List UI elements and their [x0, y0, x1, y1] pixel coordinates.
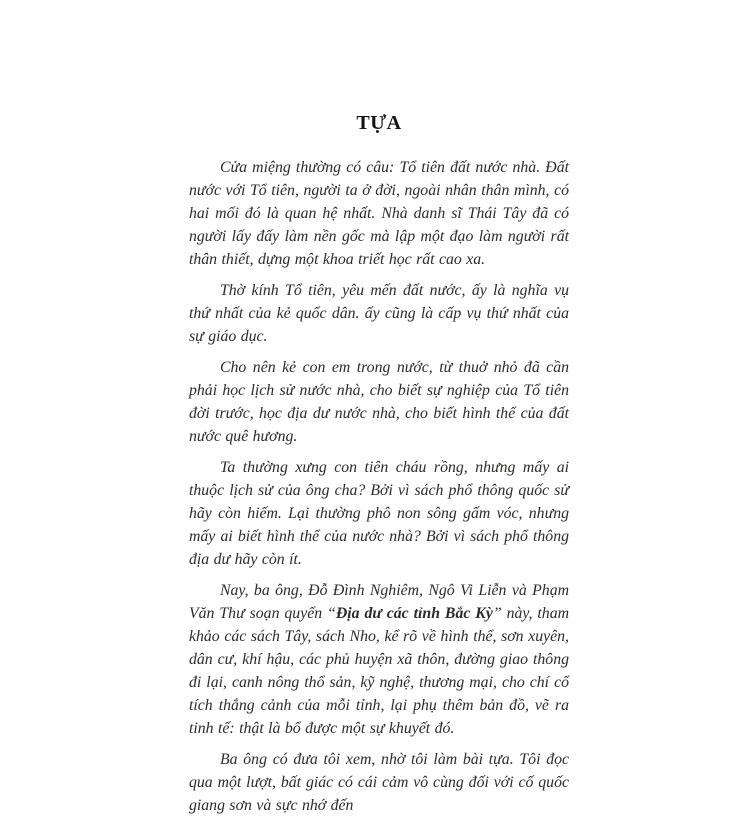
paragraph-5-rest: ” này, tham khảo các sách Tây, sách Nho, kể rõ về hình thể, sơn xuyên, dân cư, khí hậu, các phủ huyện xã thôn, đường giao thông đi lại, canh nông thổ sản, kỹ nghệ, thương mại, cho chí cổ tích thắng cảnh của mỗi tỉnh, lại phụ thêm bản đồ, vẽ ra tinh tế: thật là bổ được một sự khuyết đó.	[189, 605, 569, 737]
paragraph-6: Ba ông có đưa tôi xem, nhờ tôi làm bài tựa. Tôi đọc qua một lượt, bất giác có cái cảm vô cùng đối với cố quốc giang sơn và sực nhớ đến	[189, 751, 569, 814]
paragraph-5	[189, 579, 569, 740]
paragraph-2: Thờ kính Tổ tiên, yêu mến đất nước, ấy là nghĩa vụ thứ nhất của kẻ quốc dân. ấy cũng là cấp vụ thứ nhất của sự giáo dục.	[189, 282, 569, 345]
text-block	[189, 112, 569, 825]
paragraph-1: Cửa miệng thường có câu: Tổ tiên đất nước nhà. Đất nước với Tổ tiên, người ta ở đời, ngoài nhân thân mình, có hai mối đó là quan hệ nhất. Nhà danh sĩ Thái Tây đã có người lấy đấy làm nền gốc mà lập một đạo làm người rất thân thiết, dựng một khoa triết học rất cao xa.	[189, 159, 569, 268]
book-title-emphasis: Địa dư các tỉnh Bắc Kỳ	[335, 605, 493, 622]
paragraph-3: Cho nên kẻ con em trong nước, từ thuở nhỏ đã cần phải học lịch sử nước nhà, cho biết sự nghiệp của Tổ tiên đời trước, học địa dư nước nhà, cho biết hình thể của đất nước quê hương.	[189, 359, 569, 445]
page-title: TỰA	[356, 112, 402, 134]
paragraph-4: Ta thường xưng con tiên cháu rồng, nhưng mấy ai thuộc lịch sử của ông cha? Bởi vì sách phổ thông quốc sử hãy còn hiếm. Lại thường phô non sông gấm vóc, nhưng mấy ai biết hình thể của nước nhà? Bởi vì sách phổ thông địa dư hãy còn ít.	[189, 459, 569, 568]
paragraph-5-lead: Nay, ba ông, Đỗ Đình Nghiêm, Ngô Vi Liễn và Phạm Văn Thư soạn quyển “	[189, 582, 569, 622]
